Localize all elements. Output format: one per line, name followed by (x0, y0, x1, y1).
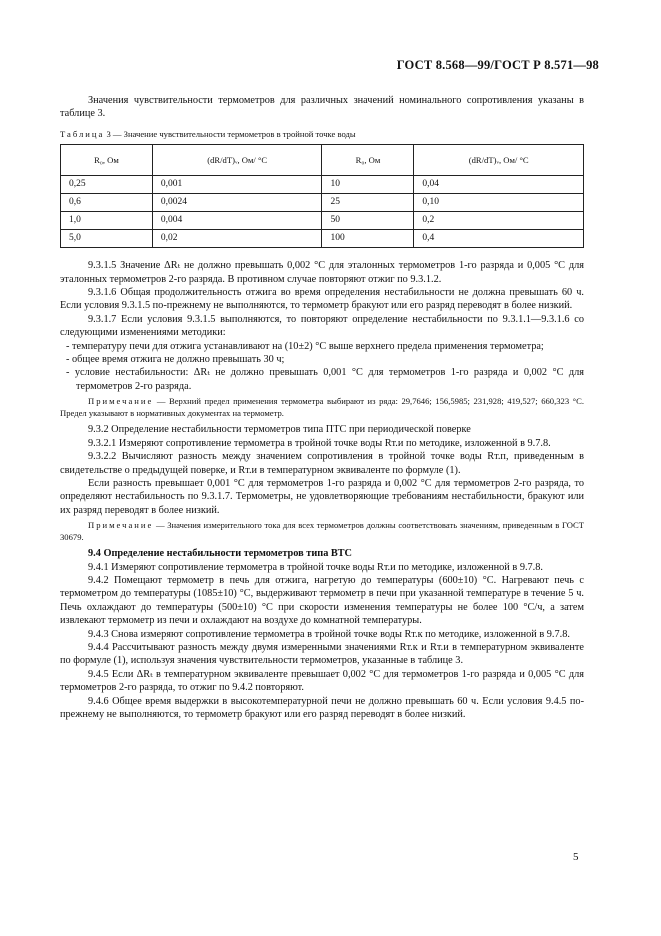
table-cell: 25 (322, 194, 414, 212)
paragraph-9-3-2-2: 9.3.2.2 Вычисляют разность между значением сопротивления в тройной точке воды Rт.п, приведенным в свидетельстве о предыдущей поверке, и Rт.и в температурном эквиваленте по формуле (1). (60, 451, 584, 476)
note-label: Примечание (88, 520, 154, 531)
document-header: ГОСТ 8.568—99/ГОСТ Р 8.571—98 (396, 58, 599, 72)
col-header-sensitivity-1: (dR/dT)ᵥ, Ом/ °С (152, 145, 322, 176)
table-cell: 0,004 (152, 212, 322, 230)
table-cell: 0,6 (61, 194, 153, 212)
note-text: — Верхний предел применения термометра выбирают из ряда: 29,7646; 156,5985; 231,928; 419,527; 660,323 °С. Предел указывают в нормативных документах на термометр. (60, 396, 584, 418)
table-row (61, 176, 584, 194)
table-cell: 0,001 (152, 176, 322, 194)
paragraph-9-4-5: 9.4.5 Если ΔRₜ в температурном эквиваленте превышает 0,002 °С для термометров 1-го разряда и 0,005 °С для термометров 2-го разряда, то отжиг по 9.4.2 повторяют. (60, 668, 584, 694)
note-label: Примечание (88, 396, 154, 407)
list-item: - общее время отжига не должно превышать 30 ч; (66, 354, 285, 366)
table-cell: 5,0 (61, 230, 153, 248)
paragraph-9-4-4: 9.4.4 Рассчитывают разность между двумя измеренными значениями Rт.к и Rт.и в температурном эквиваленте по формуле (1), используя значения чувствительности термометров, указанные в таблице 3. (60, 641, 584, 667)
table-row (61, 230, 584, 248)
note-measuring-current (60, 520, 584, 543)
paragraph-9-3-1-6: 9.3.1.6 Общая продолжительность отжига во время определения нестабильности не должна превышать 60 ч. Если условия 9.3.1.5 по-прежнему не выполняются, то термометр бракуют или его разряд переводят в более низкий. (60, 287, 584, 312)
table-caption-text: 3 — Значение чувствительности термометров в тройной точке воды (106, 128, 356, 139)
paragraph-9-4-3: 9.4.3 Снова измеряют сопротивление термометра в тройной точке воды Rт.к по методике, изложенной в 9.7.8. (88, 628, 570, 640)
table-cell: 0,04 (414, 176, 584, 194)
table-row (61, 194, 584, 212)
paragraph-9-3-1-5: 9.3.1.5 Значение ΔRₜ не должно превышать 0,002 °С для эталонных термометров 1-го разряда и 0,005 °С для эталонных термометров 2-го разряда. В противном случае повторяют отжиг по 9.3.1.2. (60, 260, 584, 285)
list-item: - температуру печи для отжига устанавливают на (10±2) °С выше верхнего предела применения термометра; (66, 340, 544, 352)
table-cell: 0,02 (152, 230, 322, 248)
table-cell: 10 (322, 176, 414, 194)
col-header-r0-1: R₀, Ом (61, 145, 153, 176)
table-cell: 0,2 (414, 212, 584, 230)
table-header-row (61, 145, 584, 176)
table-cell: 50 (322, 212, 414, 230)
sensitivity-table (60, 144, 584, 248)
col-header-sensitivity-2: (dR/dT)ᵥ, Ом/ °С (414, 145, 584, 176)
table-cell: 0,25 (61, 176, 153, 194)
paragraph-9-4-6: 9.4.6 Общее время выдержки в высокотемпературной печи не должно превышать 60 ч. Если условия 9.4.5 по-прежнему не выполняются, то термометр бракуют или его разряд переводят в более низкий. (60, 695, 584, 720)
paragraph-9-4-1: 9.4.1 Измеряют сопротивление термометра в тройной точке воды Rт.и по методике, изложенной в 9.7.8. (88, 561, 543, 573)
table-cell: 100 (322, 230, 414, 248)
table-cell: 0,10 (414, 194, 584, 212)
paragraph-9-3-2-1: 9.3.2.1 Измеряют сопротивление термометра в тройной точке воды Rт.и по методике, изложенной в 9.7.8. (88, 437, 551, 449)
table-caption-label: Таблица (60, 128, 105, 139)
note-text: — Значения измерительного тока для всех термометров должны соответствовать значениям, приведенным в ГОСТ 30679. (60, 520, 584, 542)
section-heading-9-4: 9.4 Определение нестабильности термометров типа ВТС (88, 548, 352, 560)
col-header-r0-2: R₀, Ом (322, 145, 414, 176)
paragraph-9-3-2: 9.3.2 Определение нестабильности термометров типа ПТС при периодической поверке (88, 424, 471, 436)
intro-paragraph: Значения чувствительности термометров для различных значений номинального сопротивления указаны в таблице 3. (60, 95, 584, 120)
table-cell: 0,4 (414, 230, 584, 248)
table-cell: 1,0 (61, 212, 153, 230)
note-upper-limit (60, 396, 584, 419)
paragraph-9-4-2: 9.4.2 Помещают термометр в печь для отжига, нагретую до температуры (600±10) °С. Нагревают печь с термометром до температуры (1085±10) °С, выдерживают термометр в печи при указанной температуре в течение 5 ч. Печь охлаждают до температуры (500±10) °С при скорости изменения температуры не более 100 °С/ч, а затем извлекают термометр из печи и охлаждают на воздухе до комнатной температуры. (60, 574, 584, 627)
list-item: - условие нестабильности: ΔRₜ не должно превышать 0,001 °С для термометров 1-го разряда и 0,002 °С для термометров 2-го разряда. (66, 367, 584, 392)
paragraph-9-3-1-7: 9.3.1.7 Если условия 9.3.1.5 выполняются, то повторяют определение нестабильности по 9.3.1.1—9.3.1.6 со следующими изменениями методики: (60, 313, 584, 339)
page-body (60, 94, 584, 721)
table-cell: 0,0024 (152, 194, 322, 212)
table-caption (60, 128, 584, 141)
page-number: 5 (573, 851, 579, 863)
table-row (61, 212, 584, 230)
paragraph-difference-condition: Если разность превышает 0,001 °С для термометров 1-го разряда и 0,002 °С для термометров 2-го разряда, то определяют нестабильность по 9.3.1.7. Термометры, не удовлетворяющие требованиям нестабильности, бракуют или их разряд переводят в более низкий. (60, 477, 584, 516)
